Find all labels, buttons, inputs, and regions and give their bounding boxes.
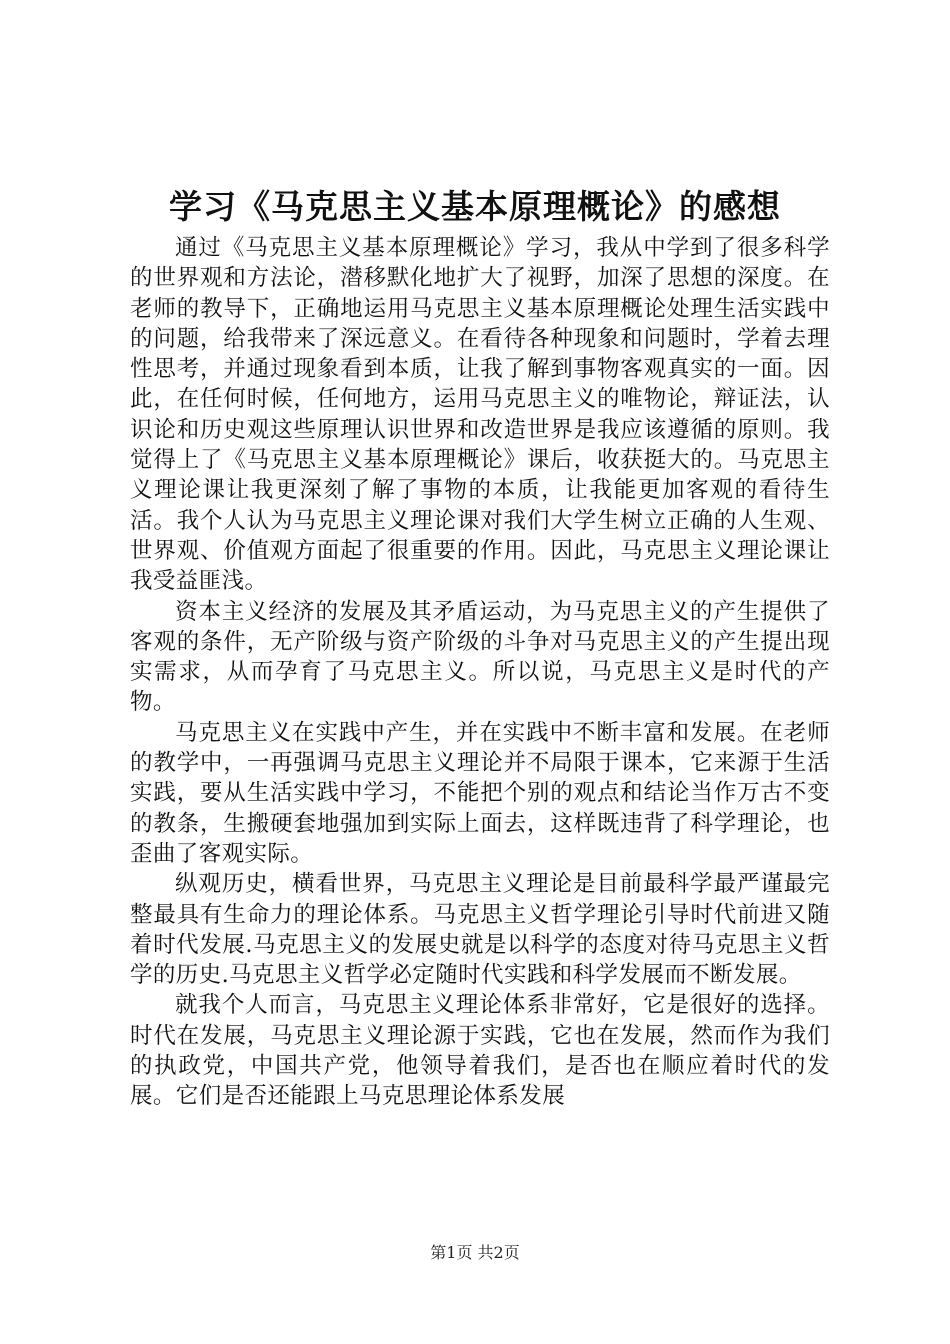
paragraph-3: 马克思主义在实践中产生，并在实践中不断丰富和发展。在老师的教学中，一再强调马克思主义理论并不局限于课本，它来源于生活实践，要从生活实践中学习，不能把个别的观点和结论当作万古不变的教条，生搬硬套地强加到实际上面去，这样既违背了科学理论，也歪曲了客观实际。 [130, 719, 830, 867]
page-number-footer: 第1页 共2页 [430, 1243, 520, 1262]
document-title: 学习《马克思主义基本原理概论》的感想 [169, 187, 781, 226]
paragraph-1: 通过《马克思主义基本原理概论》学习，我从中学到了很多科学的世界观和方法论，潜移默化地扩大了视野，加深了思想的深度。在老师的教导下，正确地运用马克思主义基本原理概论处理生活实践中的问题，给我带来了深远意义。在看待各种现象和问题时，学着去理性思考，并通过现象看到本质，让我了解到事物客观真实的一面。因此，在任何时候，任何地方，运用马克思主义的唯物论，辩证法，认识论和历史观这些原理认识世界和改造世界是我应该遵循的原则。我觉得上了《马克思主义基本原理概论》课后，收获挺大的。马克思主义理论课让我更深刻了解了事物的本质，让我能更加客观的看待生活。我个人认为马克思主义理论课对我们大学生树立正确的人生观、世界观、价值观方面起了很重要的作用。因此，马克思主义理论课让我受益匪浅。 [130, 235, 830, 595]
paragraph-5: 就我个人而言，马克思主义理论体系非常好，它是很好的选择。时代在发展，马克思主义理论源于实践，它也在发展，然而作为我们的执政党，中国共产党，他领导着我们，是否也在顺应着时代的发展。它们是否还能跟上马克思理论体系发展 [130, 992, 830, 1110]
document-body [130, 233, 830, 1112]
paragraph-4: 纵观历史，横看世界，马克思主义理论是目前最科学最严谨最完整最具有生命力的理论体系。马克思主义哲学理论引导时代前进又随着时代发展.马克思主义的发展史就是以科学的态度对待马克思主义哲学的历史.马克思主义哲学必定随时代实践和科学发展而不断发展。 [130, 871, 830, 989]
paragraph-2: 资本主义经济的发展及其矛盾运动，为马克思主义的产生提供了客观的条件，无产阶级与资产阶级的斗争对马克思主义的产生提出现实需求，从而孕育了马克思主义。所以说，马克思主义是时代的产物。 [130, 598, 830, 716]
